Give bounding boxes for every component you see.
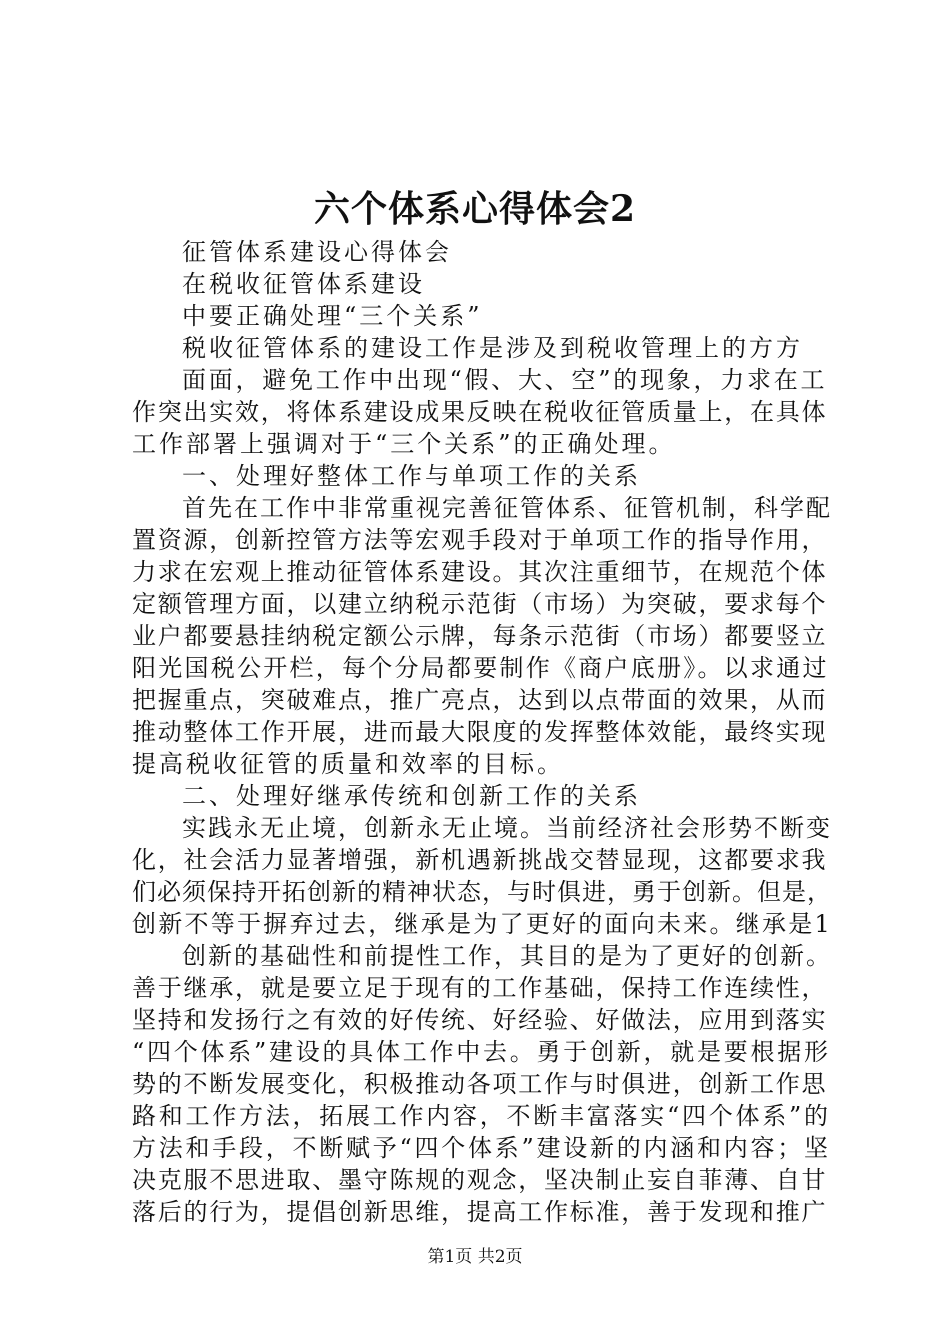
text-line: 实践永无止境，创新永无止境。当前经济社会形势不断变 bbox=[182, 814, 832, 842]
text-line: 推动整体工作开展，进而最大限度的发挥整体效能，最终实现 bbox=[132, 718, 828, 746]
text-line: 业户都要悬挂纳税定额公示牌，每条示范街（市场）都要竖立 bbox=[132, 622, 828, 650]
text-line: 中要正确处理“三个关系” bbox=[182, 302, 483, 330]
text-line: 税收征管体系的建设工作是涉及到税收管理上的方方 bbox=[182, 334, 803, 362]
text-line: “四个体系”建设的具体工作中去。勇于创新，就是要根据形 bbox=[132, 1038, 831, 1066]
document-title: 六个体系心得体会2 bbox=[313, 188, 637, 230]
text-line: 在税收征管体系建设 bbox=[182, 270, 425, 298]
text-line: 创新不等于摒弃过去，继承是为了更好的面向未来。继承是1 bbox=[132, 910, 833, 938]
text-line: 工作部署上强调对于“三个关系”的正确处理。 bbox=[132, 430, 676, 458]
text-line: 坚持和发扬行之有效的好传统、好经验、好做法，应用到落实 bbox=[132, 1006, 828, 1034]
text-line: 征管体系建设心得体会 bbox=[182, 238, 452, 266]
text-line: 提高税收征管的质量和效率的目标。 bbox=[132, 750, 564, 778]
text-line: 阳光国税公开栏，每个分局都要制作《商户底册》。以求通过 bbox=[132, 654, 829, 682]
text-line: 一、处理好整体工作与单项工作的关系 bbox=[182, 462, 641, 490]
text-line: 二、处理好继承传统和创新工作的关系 bbox=[182, 782, 641, 810]
text-line: 方法和手段，不断赋予“四个体系”建设新的内涵和内容；坚 bbox=[132, 1134, 831, 1162]
text-line: 首先在工作中非常重视完善征管体系、征管机制，科学配 bbox=[182, 494, 832, 522]
text-line: 把握重点，突破难点，推广亮点，达到以点带面的效果，从而 bbox=[132, 686, 828, 714]
page-footer: 第1页 共2页 bbox=[427, 1247, 523, 1267]
text-line: 善于继承，就是要立足于现有的工作基础，保持工作连续性， bbox=[132, 974, 828, 1002]
text-line: 化，社会活力显著增强，新机遇新挑战交替显现，这都要求我 bbox=[132, 846, 828, 874]
text-line: 们必须保持开拓创新的精神状态，与时俱进，勇于创新。但是， bbox=[132, 878, 832, 906]
text-line: 定额管理方面，以建立纳税示范街（市场）为突破，要求每个 bbox=[132, 590, 828, 618]
document-body bbox=[132, 236, 832, 1228]
text-line: 作突出实效，将体系建设成果反映在税收征管质量上，在具体 bbox=[132, 398, 828, 426]
text-line: 置资源，创新控管方法等宏观手段对于单项工作的指导作用， bbox=[132, 526, 828, 554]
text-line: 决克服不思进取、墨守陈规的观念，坚决制止妄自菲薄、自甘 bbox=[132, 1166, 828, 1194]
text-line: 力求在宏观上推动征管体系建设。其次注重细节，在规范个体 bbox=[132, 558, 828, 586]
text-line: 落后的行为，提倡创新思维，提高工作标准，善于发现和推广 bbox=[132, 1198, 828, 1226]
text-line: 路和工作方法，拓展工作内容，不断丰富落实“四个体系”的 bbox=[132, 1102, 831, 1130]
text-line: 势的不断发展变化，积极推动各项工作与时俱进，创新工作思 bbox=[132, 1070, 828, 1098]
text-line: 面面，避免工作中出现“假、大、空”的现象，力求在工 bbox=[182, 366, 828, 394]
text-line: 创新的基础性和前提性工作，其目的是为了更好的创新。 bbox=[182, 942, 832, 970]
